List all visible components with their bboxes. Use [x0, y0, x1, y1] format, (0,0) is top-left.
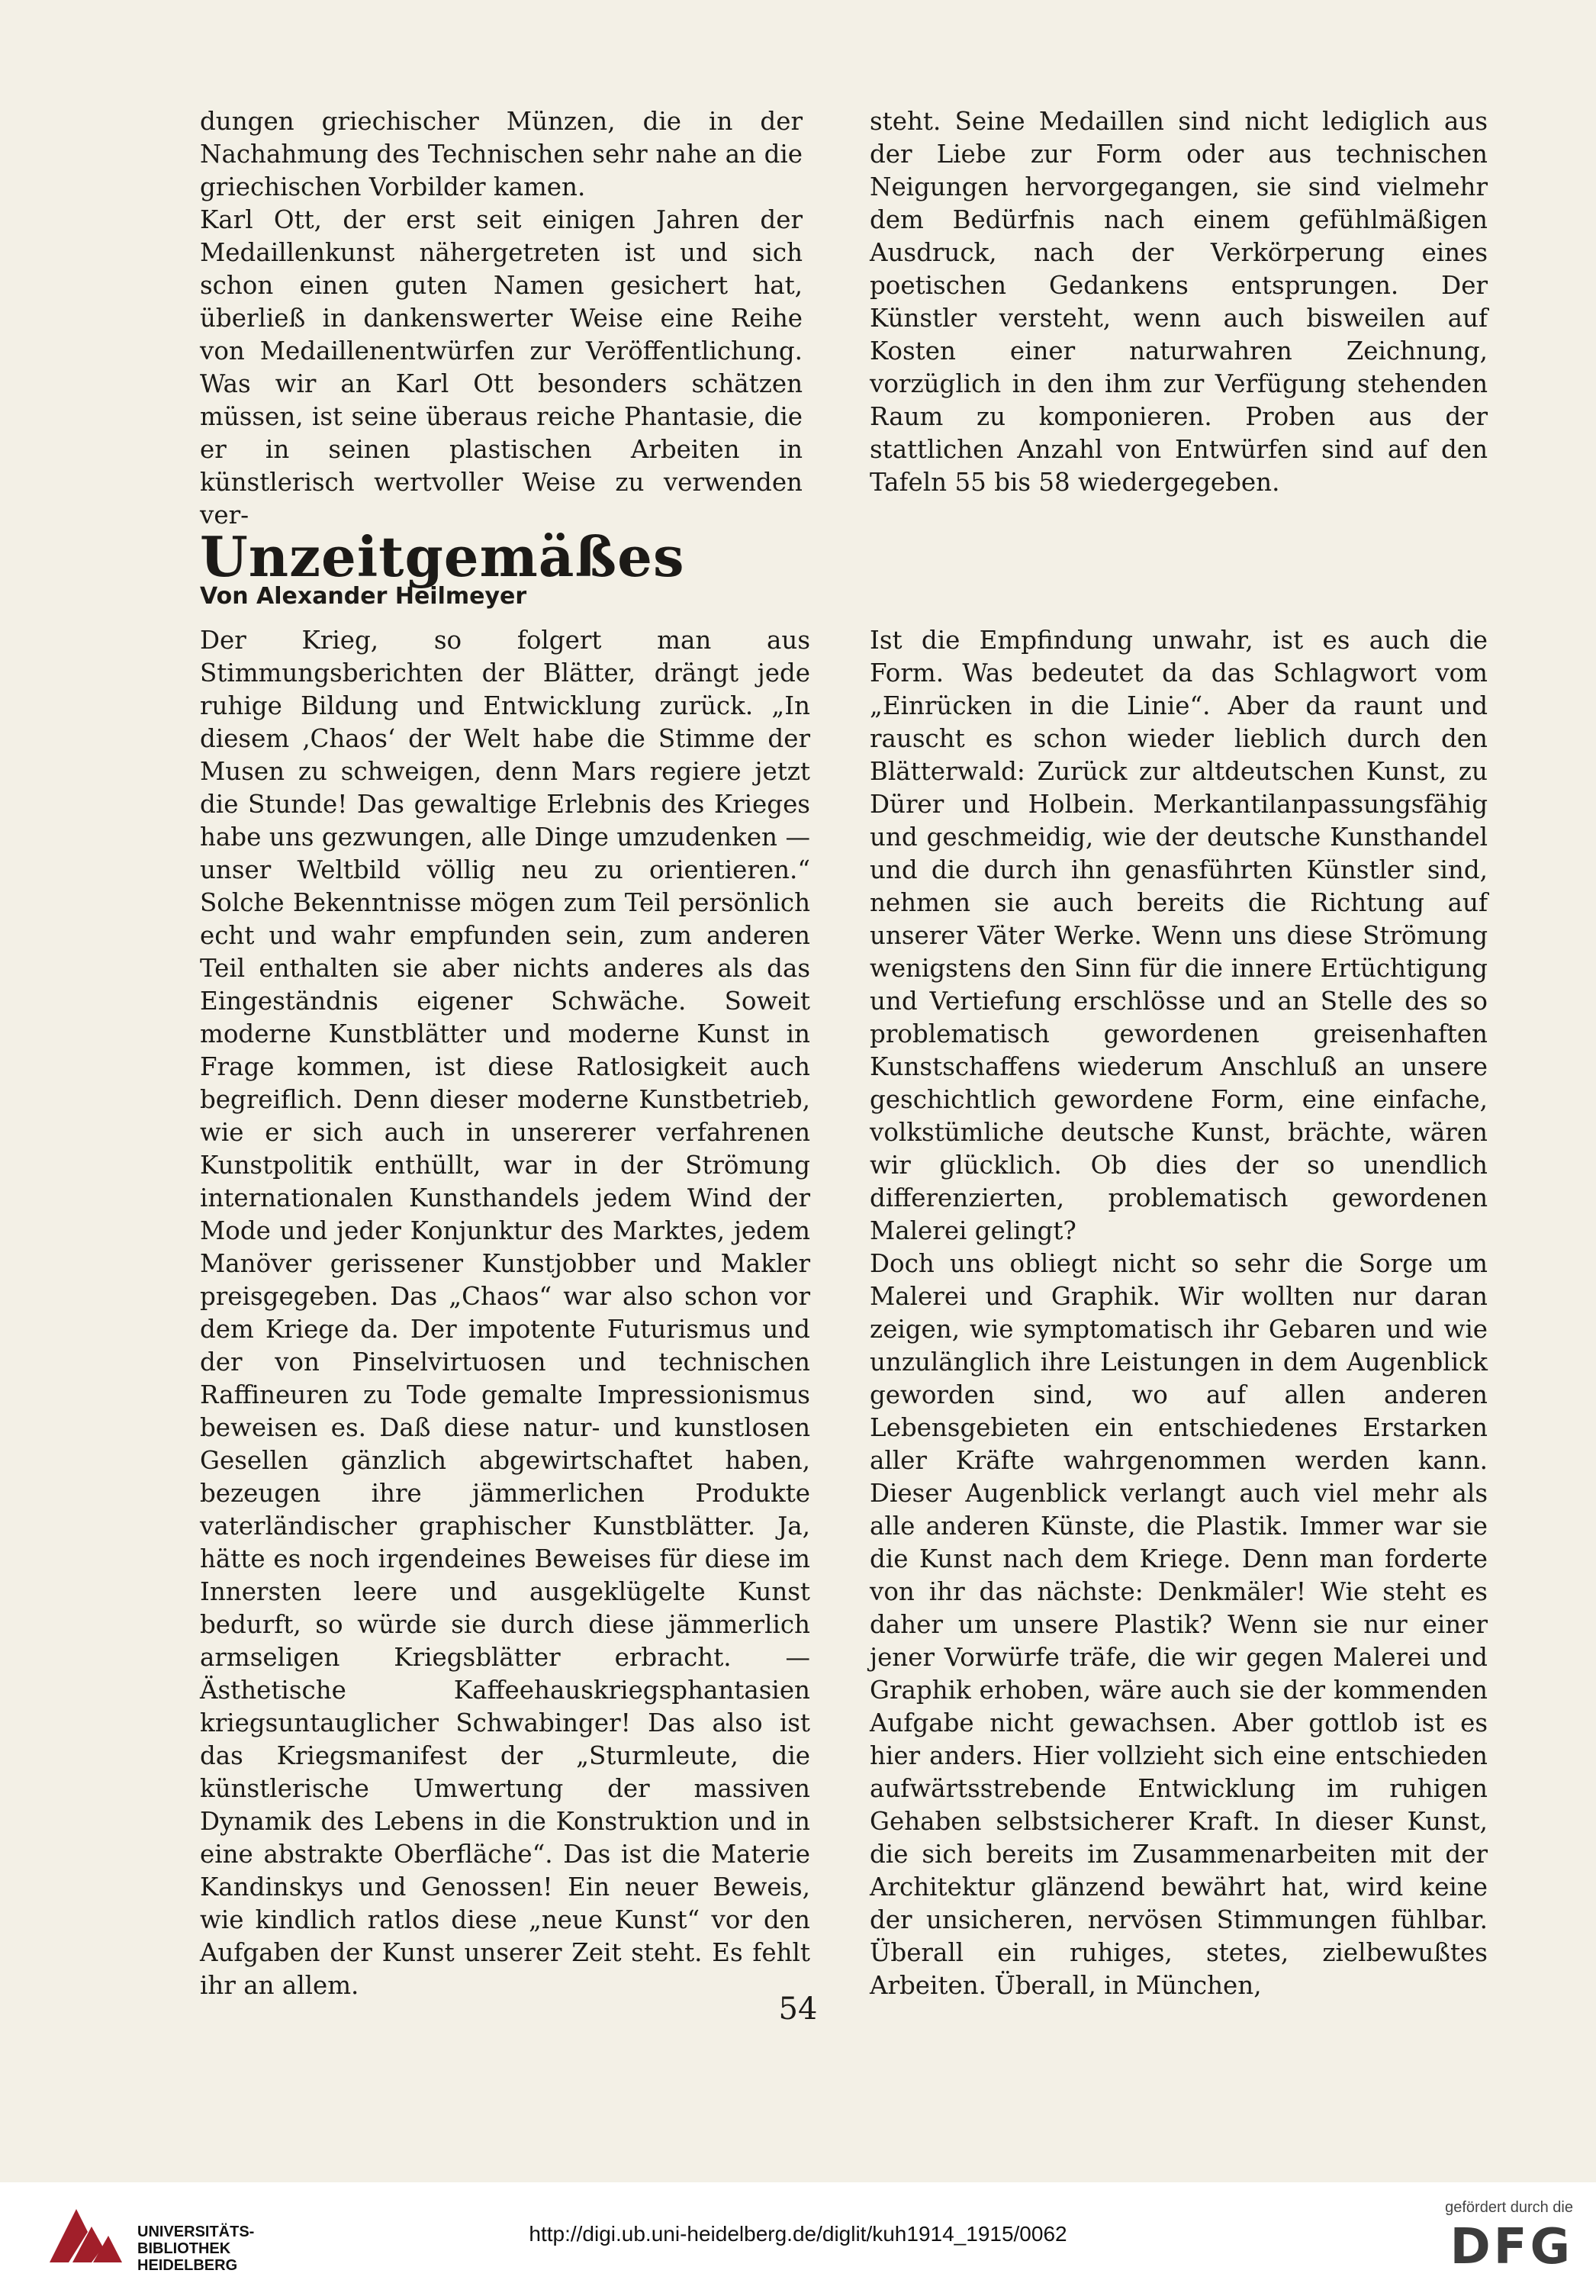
top-right-column: [870, 105, 1488, 499]
paragraph: Doch uns obliegt nicht so sehr die Sorge um Malerei und Graphik. Wir wollten nur daran zeigen, wie symptomatisch ihr Gebaren und wie unzulänglich ihre Leistungen in dem Augenblick geworden sind, wo auf allen anderen Lebensgebieten ein entschiedenes Erstarken aller Kräfte wahrgenommen werden kann. Dieser Augenblick verlangt auch viel mehr als alle anderen Künste, die Plastik. Immer war sie die Kunst nach dem Kriege. Denn man forderte von ihr das nächste: Denkmäler! Wie steht es daher um unsere Plastik? Wenn sie nur einer jener Vorwürfe träfe, die wir gegen Malerei und Graphik erhoben, wäre auch sie der kommenden Aufgabe nicht gewachsen. Aber gottlob ist es hier anders. Hier vollzieht sich eine entschieden aufwärtsstrebende Entwicklung im ruhigen Gehaben selbstsicherer Kraft. In dieser Kunst, die sich bereits im Zusammenarbeiten mit der Architektur glänzend bewährt hat, wird keine der unsicheren, nervösen Stimmungen fühlbar. Überall ein ruhiges, stetes, zielbewußtes Arbeiten. Überall, in München,: [870, 1249, 1488, 2000]
paragraph: Der Krieg, so folgert man aus Stimmungsberichten der Blätter, drängt jede ruhige Bildung und Entwicklung zurück. „In diesem ‚Chaos‘ der Welt habe die Stimme der Musen zu schweigen, denn Mars regiere jetzt die Stunde! Das gewaltige Erlebnis des Krieges habe uns gezwungen, alle Dinge umzudenken — unser Weltbild völlig neu zu orientieren.“ Solche Bekenntnisse mögen zum Teil persönlich echt und wahr empfunden sein, zum anderen Teil enthalten sie aber nichts anderes als das Eingeständnis eigener Schwäche. Soweit moderne Kunstblätter und moderne Kunst in Frage kommen, ist diese Ratlosigkeit auch begreiflich. Denn dieser moderne Kunstbetrieb, wie er sich auch in unsererer verfahrenen Kunstpolitik enthüllt, war in der Strömung internationalen Kunsthandels jedem Wind der Mode und jeder Konjunktur des Marktes, jedem Manöver gerissener Kunstjobber und Makler preisgegeben. Das „Chaos“ war also schon vor dem Kriege da. Der impotente Futurismus und der von Pinselvirtuosen und technischen Raffineuren zu Tode gemalte Impressionismus beweisen es. Daß diese natur- und kunstlosen Gesellen gänzlich abgewirtschaftet haben, bezeugen ihre jämmerlichen Produkte vaterländischer graphischer Kunstblätter. Ja, hätte es noch irgendeines Beweises für diese im Innersten leere und ausgeklügelte Kunst bedurft, so würde sie durch diese jämmerlich armseligen Kriegsblätter erbracht. — Ästhetische Kaffeehauskriegsphantasien kriegsuntauglicher Schwabinger! Das also ist das Kriegsmanifest der „Sturmleute, die künstlerische Umwertung der massiven Dynamik des Lebens in die Konstruktion und in eine abstrakte Oberfläche“. Das ist die Materie Kandinskys und Genossen! Ein neuer Beweis, wie kindlich ratlos diese „neue Kunst“ vor den Aufgaben der Kunst unserer Zeit steht. Es fehlt ihr an allem.: [200, 626, 810, 2000]
paragraph: Karl Ott, der erst seit einigen Jahren der Medaillenkunst nähergetreten ist und sich schon einen guten Namen gesichert hat, überließ in dankenswerter Weise eine Reihe von Medaillenentwürfen zur Veröffentlichung. Was wir an Karl Ott besonders schätzen müssen, ist seine überaus reiche Phantasie, die er in seinen plastischen Arbeiten in künstlerisch wertvoller Weise zu verwenden ver-: [200, 205, 803, 530]
document-url-link[interactable]: http://digi.ub.uni-heidelberg.de/diglit/kuh1914_1915/0062: [529, 2222, 1067, 2246]
article-byline: Von Alexander Heilmeyer: [200, 583, 527, 610]
paragraph: dungen griechischer Münzen, die in der Nachahmung des Technischen sehr nahe an die griechischen Vorbilder kamen.: [200, 107, 803, 201]
article-left-column: [200, 624, 810, 2002]
page-number: 54: [778, 1992, 818, 2027]
funding-notice: [1375, 2199, 1573, 2278]
article-right-column: [870, 624, 1488, 2002]
library-name: UNIVERSITÄTS- BIBLIOTHEK HEIDELBERG: [137, 2224, 255, 2274]
dfg-logo[interactable]: DFG: [1450, 2219, 1573, 2275]
article-title: Unzeitgemäßes: [200, 524, 685, 589]
digitization-footer: [0, 2182, 1596, 2296]
paragraph: Ist die Empfindung unwahr, ist es auch die Form. Was bedeutet da das Schlagwort vom „Einrücken in die Linie“. Aber da raunt und rauscht es schon wieder lieblich durch den Blätterwald: Zurück zur altdeutschen Kunst, zu Dürer und Holbein. Merkantilanpassungsfähig und geschmeidig, wie der deutsche Kunsthandel und die durch ihn genasführten Künstler sind, nehmen sie auch bereits die Richtung auf unserer Väter Werke. Wenn uns diese Strömung wenigstens den Sinn für die innere Ertüchtigung und Vertiefung erschlösse und an Stelle des so problematisch gewordenen greisenhaften Kunstschaffens wiederum Anschluß an unsere geschichtlich gewordene Form, eine einfache, volkstümliche deutsche Kunst, brächte, wären wir glücklich. Ob dies der so unendlich differenzierten, problematisch gewordenen Malerei gelingt?: [870, 626, 1488, 1245]
top-left-column: [200, 105, 803, 532]
funding-label: gefördert durch die: [1445, 2199, 1573, 2216]
paragraph: steht. Seine Medaillen sind nicht lediglich aus der Liebe zur Form oder aus technischen Neigungen hervorgegangen, sie sind vielmehr dem Bedürfnis nach einem gefühlmäßigen Ausdruck, nach der Verkörperung eines poetischen Gedankens entsprungen. Der Künstler versteht, wenn auch bisweilen auf Kosten einer naturwahren Zeichnung, vorzüglich in den ihm zur Verfügung stehenden Raum zu komponieren. Proben aus der stattlichen Anzahl von Entwürfen sind auf den Tafeln 55 bis 58 wiedergegeben.: [870, 107, 1488, 497]
